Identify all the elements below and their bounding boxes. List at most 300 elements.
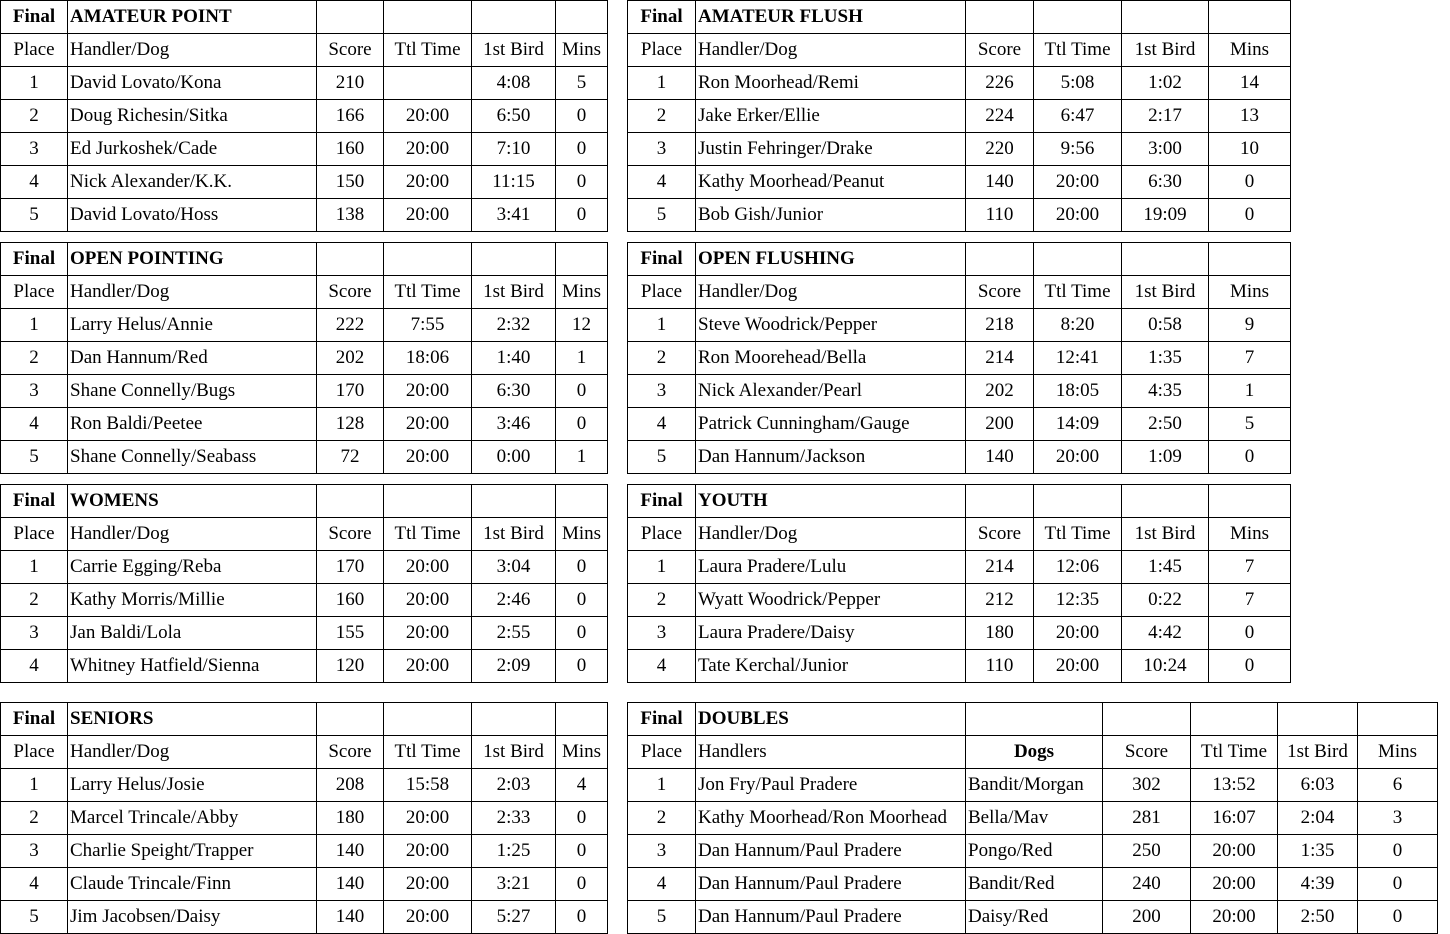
cell[interactable] [1122,1,1209,34]
cell-score[interactable]: 222 [317,309,384,342]
cell-mins[interactable]: 10 [1209,133,1291,166]
cell-ttl-time[interactable]: 20:00 [384,901,472,934]
header-ttl-time[interactable]: Ttl Time [1034,34,1122,67]
cell-handler-dog[interactable]: Shane Connelly/Bugs [68,375,317,408]
cell-ttl-time[interactable]: 8:20 [1034,309,1122,342]
cell[interactable] [472,485,556,518]
section-title[interactable]: OPEN POINTING [68,243,317,276]
cell-ttl-time[interactable]: 20:00 [384,584,472,617]
cell[interactable] [556,243,608,276]
header-handler-dog[interactable]: Handler/Dog [68,34,317,67]
cell-score[interactable]: 202 [317,342,384,375]
cell-score[interactable]: 160 [317,584,384,617]
cell-score[interactable]: 166 [317,100,384,133]
cell-ttl-time[interactable]: 20:00 [384,199,472,232]
cell[interactable] [1122,485,1209,518]
cell-handler-dog[interactable]: Ron Moorehead/Bella [696,342,966,375]
cell-place[interactable]: 5 [628,441,696,474]
cell[interactable] [556,703,608,736]
cell-score[interactable]: 200 [1103,901,1191,934]
final-label[interactable]: Final [628,1,696,34]
cell-handlers[interactable]: Kathy Moorhead/Ron Moorhead [696,802,966,835]
cell-1st-bird[interactable]: 2:50 [1278,901,1358,934]
cell-place[interactable]: 1 [1,67,68,100]
cell-mins[interactable]: 0 [556,199,608,232]
cell-1st-bird[interactable]: 3:46 [472,408,556,441]
cell-score[interactable]: 160 [317,133,384,166]
cell-handler-dog[interactable]: Jim Jacobsen/Daisy [68,901,317,934]
cell-mins[interactable]: 7 [1209,551,1291,584]
cell-handler-dog[interactable]: Laura Pradere/Daisy [696,617,966,650]
cell[interactable] [1191,703,1278,736]
cell-mins[interactable]: 5 [1209,408,1291,441]
header-ttl-time[interactable]: Ttl Time [384,736,472,769]
cell-score[interactable]: 72 [317,441,384,474]
cell-ttl-time[interactable]: 20:00 [1191,835,1278,868]
cell-mins[interactable]: 6 [1358,769,1438,802]
cell-handler-dog[interactable]: Dan Hannum/Jackson [696,441,966,474]
cell-handler-dog[interactable]: Carrie Egging/Reba [68,551,317,584]
header-1st-bird[interactable]: 1st Bird [1278,736,1358,769]
header-score[interactable]: Score [317,34,384,67]
cell-score[interactable]: 180 [966,617,1034,650]
cell-ttl-time[interactable]: 18:06 [384,342,472,375]
cell-score[interactable]: 250 [1103,835,1191,868]
cell-place[interactable]: 2 [1,802,68,835]
cell-place[interactable]: 1 [1,769,68,802]
cell-handler-dog[interactable]: Dan Hannum/Red [68,342,317,375]
cell-1st-bird[interactable]: 2:50 [1122,408,1209,441]
cell-place[interactable]: 2 [1,342,68,375]
cell[interactable] [1103,703,1191,736]
cell-place[interactable]: 2 [628,584,696,617]
cell-mins[interactable]: 0 [1209,199,1291,232]
section-title[interactable]: DOUBLES [696,703,966,736]
cell-mins[interactable]: 0 [1209,441,1291,474]
cell[interactable] [384,485,472,518]
cell-handlers[interactable]: Dan Hannum/Paul Pradere [696,868,966,901]
cell-handler-dog[interactable]: Larry Helus/Annie [68,309,317,342]
cell-ttl-time[interactable]: 12:35 [1034,584,1122,617]
header-score[interactable]: Score [317,276,384,309]
header-score[interactable]: Score [317,736,384,769]
cell-handler-dog[interactable]: Laura Pradere/Lulu [696,551,966,584]
cell-mins[interactable]: 14 [1209,67,1291,100]
cell-handler-dog[interactable]: Wyatt Woodrick/Pepper [696,584,966,617]
cell-handler-dog[interactable]: Marcel Trincale/Abby [68,802,317,835]
cell-mins[interactable]: 7 [1209,342,1291,375]
cell-handler-dog[interactable]: Nick Alexander/K.K. [68,166,317,199]
header-1st-bird[interactable]: 1st Bird [1122,518,1209,551]
header-1st-bird[interactable]: 1st Bird [1122,276,1209,309]
cell-1st-bird[interactable]: 0:58 [1122,309,1209,342]
cell-place[interactable]: 5 [1,901,68,934]
section-title[interactable]: YOUTH [696,485,966,518]
cell-score[interactable]: 180 [317,802,384,835]
cell[interactable] [472,243,556,276]
cell-1st-bird[interactable]: 2:32 [472,309,556,342]
cell-score[interactable]: 224 [966,100,1034,133]
cell[interactable] [317,485,384,518]
section-title[interactable]: AMATEUR POINT [68,1,317,34]
cell-score[interactable]: 220 [966,133,1034,166]
cell-handler-dog[interactable]: Ron Baldi/Peetee [68,408,317,441]
cell-score[interactable]: 212 [966,584,1034,617]
cell-ttl-time[interactable]: 9:56 [1034,133,1122,166]
cell-place[interactable]: 4 [1,408,68,441]
header-mins[interactable]: Mins [1209,276,1291,309]
header-1st-bird[interactable]: 1st Bird [472,518,556,551]
cell-place[interactable]: 1 [628,551,696,584]
cell-dogs[interactable]: Bandit/Morgan [966,769,1103,802]
cell-score[interactable]: 140 [966,441,1034,474]
cell-1st-bird[interactable]: 1:02 [1122,67,1209,100]
cell-score[interactable]: 214 [966,342,1034,375]
cell-ttl-time[interactable]: 20:00 [384,802,472,835]
cell-score[interactable]: 208 [317,769,384,802]
cell-score[interactable]: 226 [966,67,1034,100]
cell-handler-dog[interactable]: Jake Erker/Ellie [696,100,966,133]
cell-place[interactable]: 1 [628,67,696,100]
cell-mins[interactable]: 0 [556,617,608,650]
cell-1st-bird[interactable]: 1:09 [1122,441,1209,474]
cell-score[interactable]: 140 [317,901,384,934]
cell-ttl-time[interactable]: 6:47 [1034,100,1122,133]
header-place[interactable]: Place [628,34,696,67]
cell-place[interactable]: 3 [628,617,696,650]
cell-handler-dog[interactable]: Doug Richesin/Sitka [68,100,317,133]
cell[interactable] [384,703,472,736]
cell-place[interactable]: 4 [1,166,68,199]
cell-ttl-time[interactable]: 12:06 [1034,551,1122,584]
cell-place[interactable]: 4 [628,408,696,441]
cell-1st-bird[interactable]: 2:04 [1278,802,1358,835]
header-place[interactable]: Place [1,276,68,309]
cell[interactable] [1209,485,1291,518]
cell-place[interactable]: 2 [1,100,68,133]
cell[interactable] [317,1,384,34]
header-handler-dog[interactable]: Handler/Dog [696,34,966,67]
cell-place[interactable]: 3 [628,133,696,166]
cell-score[interactable]: 302 [1103,769,1191,802]
cell-handler-dog[interactable]: Steve Woodrick/Pepper [696,309,966,342]
cell-ttl-time[interactable]: 20:00 [384,133,472,166]
cell-1st-bird[interactable]: 6:03 [1278,769,1358,802]
cell[interactable] [1209,1,1291,34]
cell-mins[interactable]: 0 [556,551,608,584]
cell-mins[interactable]: 7 [1209,584,1291,617]
cell-score[interactable]: 170 [317,551,384,584]
cell-ttl-time[interactable]: 7:55 [384,309,472,342]
cell-1st-bird[interactable]: 7:10 [472,133,556,166]
cell[interactable] [472,703,556,736]
header-place[interactable]: Place [628,276,696,309]
cell-ttl-time[interactable]: 5:08 [1034,67,1122,100]
final-label[interactable]: Final [1,1,68,34]
cell-place[interactable]: 1 [628,769,696,802]
cell-1st-bird[interactable]: 2:03 [472,769,556,802]
header-1st-bird[interactable]: 1st Bird [472,736,556,769]
header-handler-dog[interactable]: Handler/Dog [696,518,966,551]
header-1st-bird[interactable]: 1st Bird [472,276,556,309]
cell-handlers[interactable]: Dan Hannum/Paul Pradere [696,835,966,868]
cell-place[interactable]: 5 [1,199,68,232]
cell-1st-bird[interactable]: 11:15 [472,166,556,199]
cell[interactable] [317,703,384,736]
cell-handlers[interactable]: Dan Hannum/Paul Pradere [696,901,966,934]
cell-handler-dog[interactable]: Charlie Speight/Trapper [68,835,317,868]
cell-mins[interactable]: 3 [1358,802,1438,835]
header-mins[interactable]: Mins [556,276,608,309]
cell-1st-bird[interactable]: 3:00 [1122,133,1209,166]
cell-mins[interactable]: 0 [556,835,608,868]
header-place[interactable]: Place [1,736,68,769]
cell-ttl-time[interactable]: 20:00 [384,166,472,199]
cell-mins[interactable]: 0 [556,650,608,683]
header-mins[interactable]: Mins [556,34,608,67]
cell-mins[interactable]: 1 [556,441,608,474]
header-handler-dog[interactable]: Handler/Dog [68,518,317,551]
header-score[interactable]: Score [317,518,384,551]
cell-1st-bird[interactable]: 2:46 [472,584,556,617]
cell-mins[interactable]: 12 [556,309,608,342]
cell-1st-bird[interactable]: 1:25 [472,835,556,868]
cell-ttl-time[interactable]: 20:00 [384,375,472,408]
cell-1st-bird[interactable]: 1:45 [1122,551,1209,584]
cell[interactable] [1034,485,1122,518]
cell-handler-dog[interactable]: Larry Helus/Josie [68,769,317,802]
cell-place[interactable]: 1 [1,551,68,584]
cell-score[interactable]: 138 [317,199,384,232]
header-score[interactable]: Score [1103,736,1191,769]
cell-handlers[interactable]: Jon Fry/Paul Pradere [696,769,966,802]
cell-dogs[interactable]: Pongo/Red [966,835,1103,868]
cell-score[interactable]: 150 [317,166,384,199]
cell-handler-dog[interactable]: Ron Moorhead/Remi [696,67,966,100]
header-ttl-time[interactable]: Ttl Time [384,34,472,67]
cell-score[interactable]: 155 [317,617,384,650]
cell-score[interactable]: 140 [317,835,384,868]
header-mins[interactable]: Mins [556,518,608,551]
cell-mins[interactable]: 0 [556,375,608,408]
cell-handler-dog[interactable]: Ed Jurkoshek/Cade [68,133,317,166]
cell-handler-dog[interactable]: Nick Alexander/Pearl [696,375,966,408]
cell-1st-bird[interactable]: 0:00 [472,441,556,474]
cell[interactable] [556,1,608,34]
header-mins[interactable]: Mins [1358,736,1438,769]
cell-1st-bird[interactable]: 3:21 [472,868,556,901]
section-title[interactable]: AMATEUR FLUSH [696,1,966,34]
cell-mins[interactable]: 0 [1209,650,1291,683]
header-ttl-time[interactable]: Ttl Time [1034,276,1122,309]
final-label[interactable]: Final [1,243,68,276]
cell-mins[interactable]: 0 [556,408,608,441]
cell-ttl-time[interactable] [384,67,472,100]
header-handler-dog[interactable]: Handler/Dog [696,276,966,309]
cell-ttl-time[interactable]: 20:00 [1034,166,1122,199]
cell-dogs[interactable]: Bella/Mav [966,802,1103,835]
header-handlers[interactable]: Handlers [696,736,966,769]
cell-ttl-time[interactable]: 14:09 [1034,408,1122,441]
cell-handler-dog[interactable]: Justin Fehringer/Drake [696,133,966,166]
cell-mins[interactable]: 0 [556,584,608,617]
cell-score[interactable]: 200 [966,408,1034,441]
cell-ttl-time[interactable]: 20:00 [384,868,472,901]
cell-1st-bird[interactable]: 4:08 [472,67,556,100]
header-mins[interactable]: Mins [1209,518,1291,551]
cell-1st-bird[interactable]: 6:30 [1122,166,1209,199]
cell[interactable] [966,243,1034,276]
header-place[interactable]: Place [1,34,68,67]
cell-ttl-time[interactable]: 20:00 [1034,441,1122,474]
cell-ttl-time[interactable]: 20:00 [1034,199,1122,232]
cell-ttl-time[interactable]: 20:00 [384,408,472,441]
cell-1st-bird[interactable]: 2:33 [472,802,556,835]
cell-handler-dog[interactable]: Bob Gish/Junior [696,199,966,232]
header-handler-dog[interactable]: Handler/Dog [68,736,317,769]
cell-ttl-time[interactable]: 15:58 [384,769,472,802]
cell-score[interactable]: 110 [966,199,1034,232]
cell-handler-dog[interactable]: Shane Connelly/Seabass [68,441,317,474]
cell-dogs[interactable]: Bandit/Red [966,868,1103,901]
cell-place[interactable]: 3 [1,617,68,650]
section-title[interactable]: SENIORS [68,703,317,736]
header-mins[interactable]: Mins [556,736,608,769]
cell-place[interactable]: 5 [1,441,68,474]
cell-mins[interactable]: 0 [1209,617,1291,650]
cell-handler-dog[interactable]: Whitney Hatfield/Sienna [68,650,317,683]
final-label[interactable]: Final [1,703,68,736]
cell[interactable] [1122,243,1209,276]
cell[interactable] [317,243,384,276]
cell[interactable] [384,243,472,276]
cell-1st-bird[interactable]: 1:35 [1278,835,1358,868]
header-1st-bird[interactable]: 1st Bird [472,34,556,67]
cell[interactable] [1034,1,1122,34]
header-mins[interactable]: Mins [1209,34,1291,67]
cell-1st-bird[interactable]: 4:39 [1278,868,1358,901]
cell-1st-bird[interactable]: 0:22 [1122,584,1209,617]
header-place[interactable]: Place [628,736,696,769]
header-1st-bird[interactable]: 1st Bird [1122,34,1209,67]
cell-1st-bird[interactable]: 2:17 [1122,100,1209,133]
cell-handler-dog[interactable]: Patrick Cunningham/Gauge [696,408,966,441]
cell-ttl-time[interactable]: 13:52 [1191,769,1278,802]
cell-place[interactable]: 5 [628,901,696,934]
cell-handler-dog[interactable]: Kathy Morris/Millie [68,584,317,617]
cell[interactable] [1034,243,1122,276]
cell-handler-dog[interactable]: Claude Trincale/Finn [68,868,317,901]
cell-mins[interactable]: 0 [556,868,608,901]
cell-place[interactable]: 4 [628,166,696,199]
cell-mins[interactable]: 0 [1358,835,1438,868]
cell-place[interactable]: 2 [628,802,696,835]
cell-place[interactable]: 1 [628,309,696,342]
cell-place[interactable]: 2 [1,584,68,617]
cell[interactable] [1209,243,1291,276]
cell-1st-bird[interactable]: 1:40 [472,342,556,375]
cell-place[interactable]: 4 [628,868,696,901]
cell-place[interactable]: 4 [1,868,68,901]
header-ttl-time[interactable]: Ttl Time [384,518,472,551]
cell-score[interactable]: 120 [317,650,384,683]
cell-mins[interactable]: 0 [556,133,608,166]
cell[interactable] [966,485,1034,518]
cell-1st-bird[interactable]: 6:30 [472,375,556,408]
cell-score[interactable]: 210 [317,67,384,100]
final-label[interactable]: Final [628,703,696,736]
cell-ttl-time[interactable]: 20:00 [384,617,472,650]
cell-score[interactable]: 128 [317,408,384,441]
cell-score[interactable]: 170 [317,375,384,408]
cell-mins[interactable]: 0 [556,802,608,835]
cell-ttl-time[interactable]: 20:00 [384,100,472,133]
cell[interactable] [1278,703,1358,736]
cell-mins[interactable]: 0 [1209,166,1291,199]
cell-ttl-time[interactable]: 20:00 [1191,868,1278,901]
cell-score[interactable]: 281 [1103,802,1191,835]
header-place[interactable]: Place [1,518,68,551]
cell-1st-bird[interactable]: 10:24 [1122,650,1209,683]
cell-ttl-time[interactable]: 12:41 [1034,342,1122,375]
header-handler-dog[interactable]: Handler/Dog [68,276,317,309]
cell-mins[interactable]: 9 [1209,309,1291,342]
cell-mins[interactable]: 13 [1209,100,1291,133]
cell-score[interactable]: 140 [317,868,384,901]
section-title[interactable]: WOMENS [68,485,317,518]
cell-ttl-time[interactable]: 20:00 [384,441,472,474]
cell-1st-bird[interactable]: 5:27 [472,901,556,934]
cell-place[interactable]: 4 [628,650,696,683]
header-ttl-time[interactable]: Ttl Time [384,276,472,309]
cell-place[interactable]: 2 [628,100,696,133]
header-ttl-time[interactable]: Ttl Time [1034,518,1122,551]
cell-ttl-time[interactable]: 20:00 [1034,650,1122,683]
cell-place[interactable]: 4 [1,650,68,683]
cell-mins[interactable]: 1 [1209,375,1291,408]
cell-1st-bird[interactable]: 19:09 [1122,199,1209,232]
cell-score[interactable]: 202 [966,375,1034,408]
cell-place[interactable]: 3 [1,133,68,166]
cell[interactable] [556,485,608,518]
final-label[interactable]: Final [628,243,696,276]
cell-place[interactable]: 3 [628,835,696,868]
cell-mins[interactable]: 0 [1358,901,1438,934]
cell-place[interactable]: 3 [1,375,68,408]
cell-1st-bird[interactable]: 3:41 [472,199,556,232]
cell-mins[interactable]: 1 [556,342,608,375]
cell-handler-dog[interactable]: David Lovato/Kona [68,67,317,100]
cell-ttl-time[interactable]: 20:00 [384,835,472,868]
cell-1st-bird[interactable]: 4:42 [1122,617,1209,650]
header-dogs[interactable]: Dogs [966,736,1103,769]
cell[interactable] [384,1,472,34]
header-score[interactable]: Score [966,34,1034,67]
cell-1st-bird[interactable]: 4:35 [1122,375,1209,408]
cell-1st-bird[interactable]: 3:04 [472,551,556,584]
cell-ttl-time[interactable]: 20:00 [384,650,472,683]
cell-ttl-time[interactable]: 16:07 [1191,802,1278,835]
cell-place[interactable]: 3 [628,375,696,408]
cell[interactable] [472,1,556,34]
header-score[interactable]: Score [966,276,1034,309]
cell[interactable] [966,1,1034,34]
cell-ttl-time[interactable]: 20:00 [384,551,472,584]
cell-place[interactable]: 1 [1,309,68,342]
header-place[interactable]: Place [628,518,696,551]
cell-score[interactable]: 218 [966,309,1034,342]
header-ttl-time[interactable]: Ttl Time [1191,736,1278,769]
